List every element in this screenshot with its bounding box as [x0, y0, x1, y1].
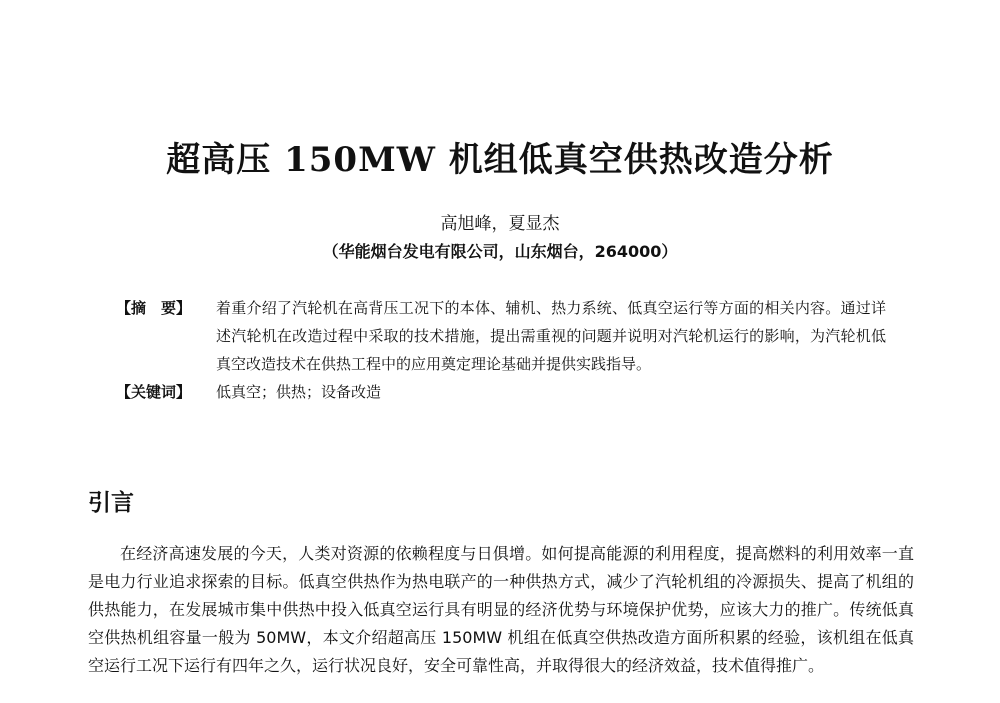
author-list: 高旭峰，夏显杰	[440, 214, 560, 234]
section-heading-introduction: 引言	[88, 490, 134, 516]
keywords-row	[116, 378, 886, 406]
keywords-label: 【关键词】	[116, 383, 192, 401]
abstract-row	[116, 294, 886, 378]
abstract-text: 着重介绍了汽轮机在高背压工况下的本体、辅机、热力系统、低真空运行等方面的相关内容。通过详述汽轮机在改造过程中采取的技术措施，提出需重视的问题并说明对汽轮机运行的影响，为汽轮机低真空改造技术在供热工程中的应用奠定理论基础并提供实践指导。	[216, 299, 886, 373]
introduction-paragraph: 在经济高速发展的今天，人类对资源的依赖程度与日俱增。如何提高能源的利用程度，提高燃料的利用效率一直是电力行业追求探索的目标。低真空供热作为热电联产的一种供热方式，减少了汽轮机组的冷源损失、提高了机组的供热能力，在发展城市集中供热中投入低真空运行具有明显的经济优势与环境保护优势，应该大力的推广。传统低真空供热机组容量一般为 50MW，本文介绍超高压 150MW 机组在低真空供热改造方面所积累的经验，该机组在低真空运行工况下运行有四年之久，运行状况良好，安全可靠性高，并取得很大的经济效益，技术值得推广。	[88, 544, 914, 675]
keywords-text: 低真空；供热；设备改造	[216, 383, 382, 401]
affiliation: （华能烟台发电有限公司，山东烟台，264000）	[322, 242, 678, 261]
abstract-block	[116, 294, 886, 406]
paper-title: 超高压 150MW 机组低真空供热改造分析	[166, 140, 834, 180]
abstract-label: 【摘 要】	[116, 299, 192, 317]
